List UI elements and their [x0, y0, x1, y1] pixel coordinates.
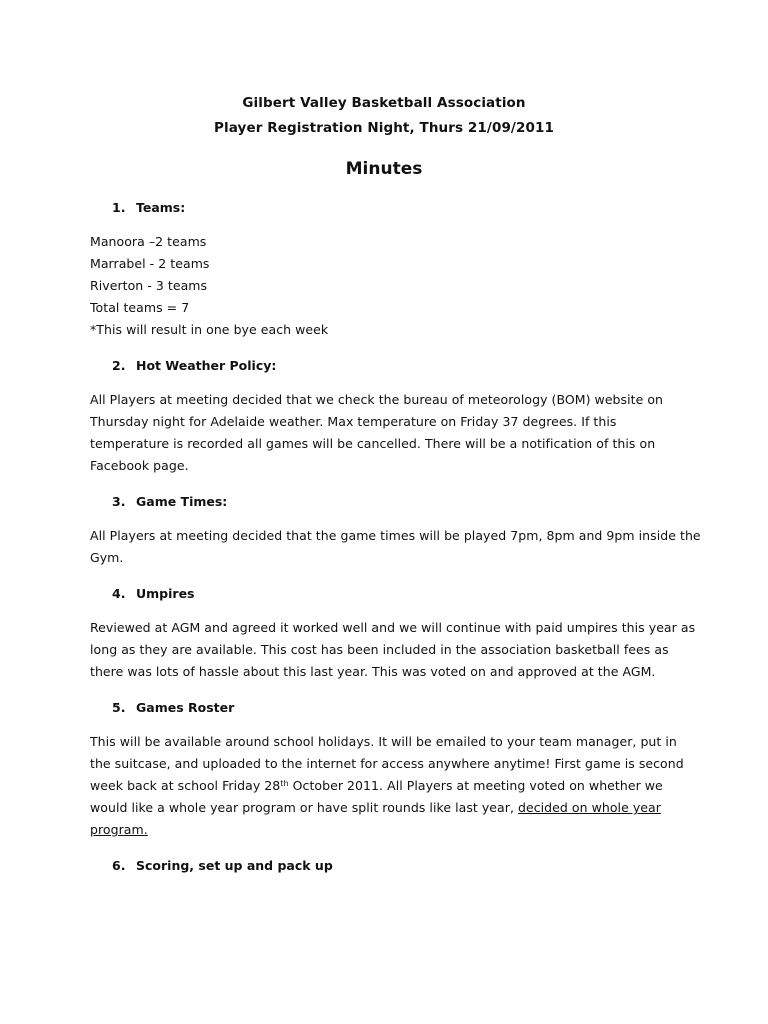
section-number: 2. [112, 358, 126, 373]
underlined-decision: decided on whole year [518, 800, 661, 815]
section-number: 5. [112, 700, 126, 715]
text-line: Manoora –2 teams [90, 234, 207, 249]
section-title: Game Times: [136, 494, 228, 509]
event-subtitle: Player Registration Night, Thurs 21/09/2011 [214, 120, 554, 136]
text-line: the suitcase, and uploaded to the internet for access anywhere anytime! First game is second [90, 756, 684, 771]
text-line: Facebook page. [90, 458, 189, 473]
section-heading-games-roster [112, 700, 234, 715]
section-title: Hot Weather Policy: [136, 358, 277, 373]
text-line: temperature is recorded all games will be cancelled. There will be a notification of this on [90, 436, 656, 451]
text-line [90, 822, 148, 837]
section-heading-teams [112, 200, 185, 215]
text-line: there was lots of hassle about this last year. This was voted on and approved at the AGM. [90, 664, 656, 679]
text-line: Reviewed at AGM and agreed it worked well and we will continue with paid umpires this year as [90, 620, 696, 635]
text-line: This will be available around school holidays. It will be emailed to your team manager, put in [90, 734, 677, 749]
section-title: Umpires [136, 586, 195, 601]
text-line: *This will result in one bye each week [90, 322, 329, 337]
section-heading-game-times [112, 494, 227, 509]
underlined-decision: program. [90, 822, 148, 837]
organization-title: Gilbert Valley Basketball Association [242, 95, 526, 111]
section-number: 3. [112, 494, 126, 509]
section-heading-scoring [112, 858, 333, 873]
text-segment: week back at school Friday 28 [90, 778, 281, 793]
text-segment: October 2011. All Players at meeting voted on whether we [288, 778, 663, 793]
page-title: Minutes [345, 159, 423, 179]
text-line [90, 800, 661, 815]
section-title: Teams: [136, 200, 186, 215]
text-line: All Players at meeting decided that the game times will be played 7pm, 8pm and 9pm inside the [90, 528, 701, 543]
text-line: All Players at meeting decided that we check the bureau of meteorology (BOM) website on [90, 392, 664, 407]
section-number: 6. [112, 858, 126, 873]
text-segment: would like a whole year program or have split rounds like last year, [90, 800, 518, 815]
section-number: 1. [112, 200, 126, 215]
text-line: Riverton - 3 teams [90, 278, 208, 293]
section-heading-hot-weather [112, 358, 276, 373]
text-line: Total teams = 7 [90, 300, 190, 315]
section-title: Scoring, set up and pack up [136, 858, 333, 873]
text-line: Gym. [90, 550, 124, 565]
section-heading-umpires [112, 586, 195, 601]
ordinal-superscript: th [280, 779, 289, 788]
text-line [90, 778, 663, 793]
section-number: 4. [112, 586, 126, 601]
text-line: long as they are available. This cost has been included in the association basketball fees as [90, 642, 669, 657]
text-line: Thursday night for Adelaide weather. Max temperature on Friday 37 degrees. If this [90, 414, 617, 429]
section-title: Games Roster [136, 700, 235, 715]
text-line: Marrabel - 2 teams [90, 256, 210, 271]
